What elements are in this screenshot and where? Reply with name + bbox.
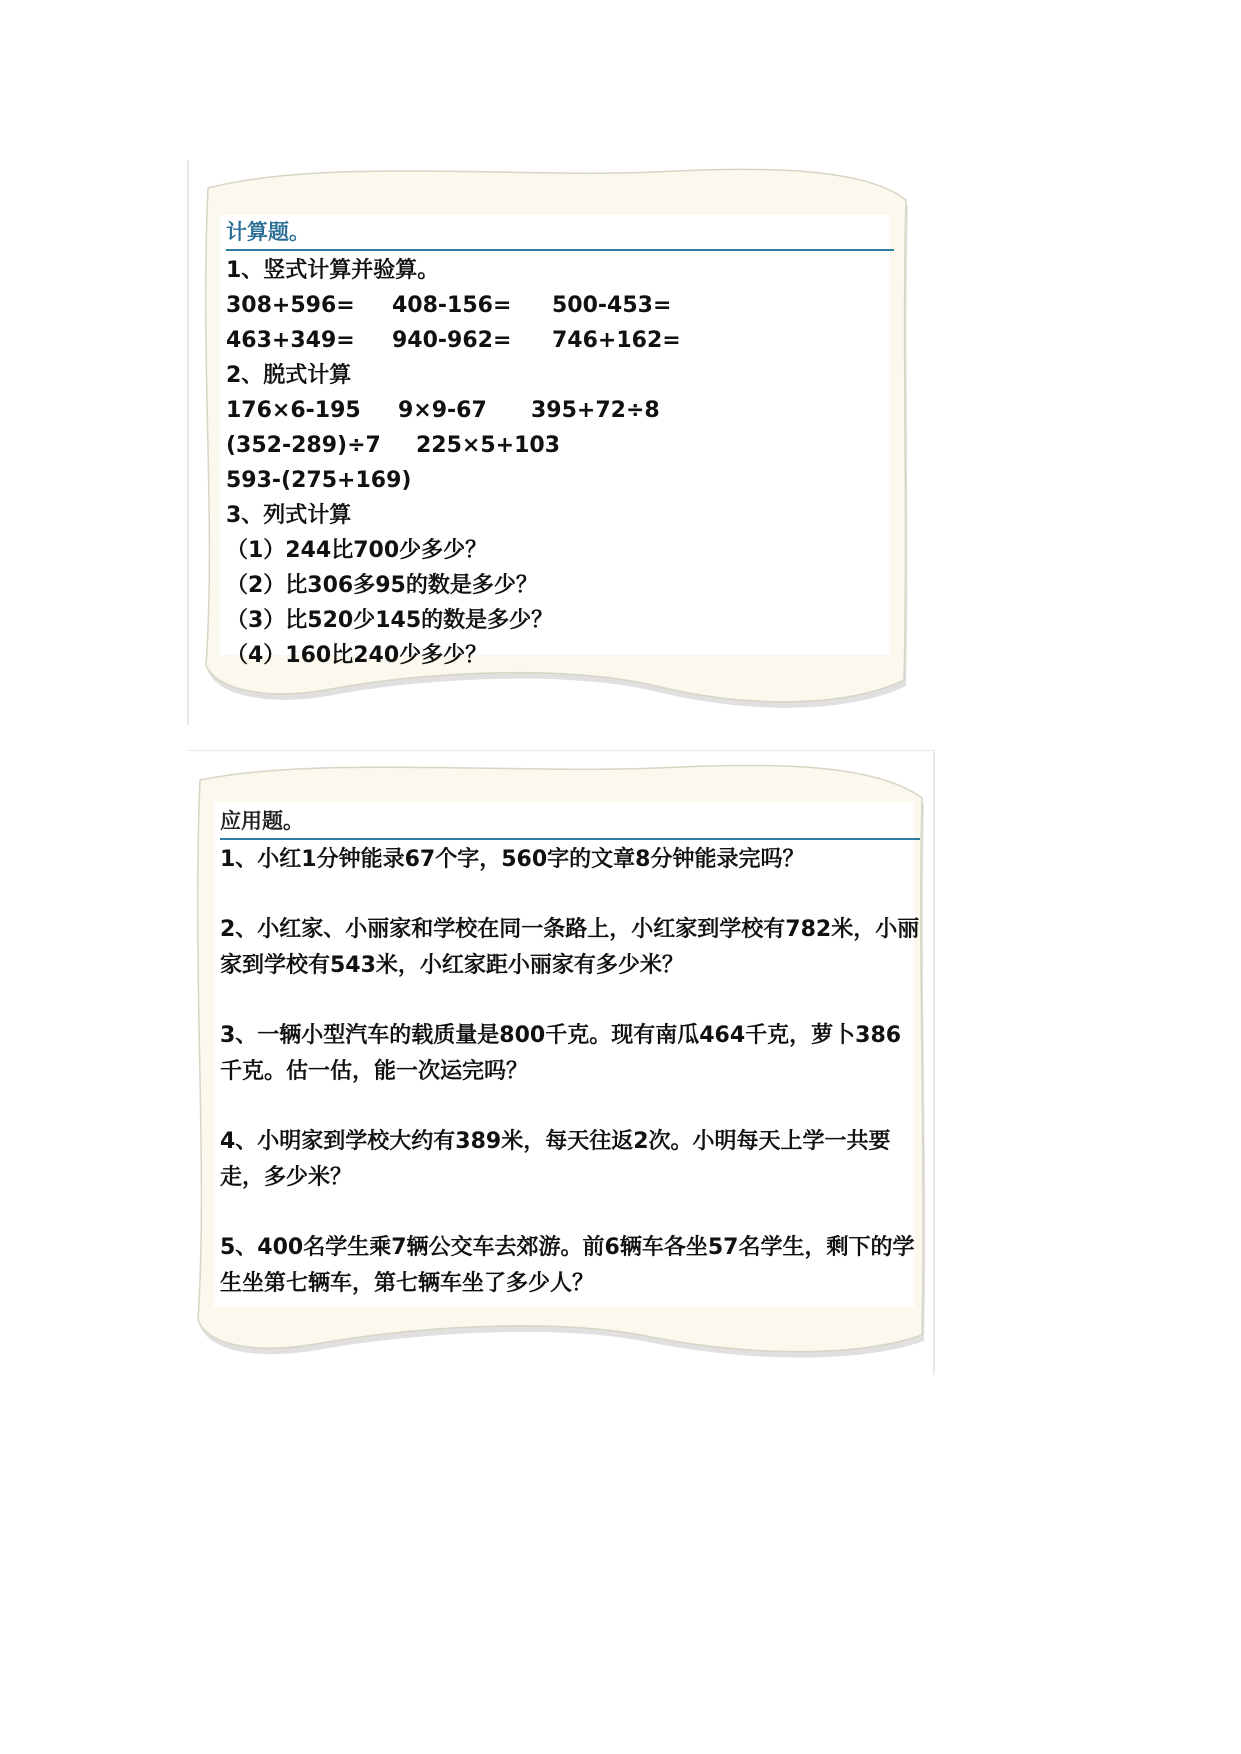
applied-heading: 应用题。: [220, 806, 920, 840]
expression: 9×9-67: [398, 398, 487, 423]
equation-item: （3）比520少145的数是多少？: [226, 608, 554, 633]
word-problem: 1、小红1分钟能录67个字，560字的文章8分钟能录完吗？: [220, 847, 805, 872]
expression: 408-156=: [392, 293, 512, 318]
word-problem: 3、一辆小型汽车的载质量是800千克。现有南瓜464千克，萝卜386千克。估一估，能一次运完吗？: [220, 1023, 902, 1084]
applied-card: [186, 750, 936, 1380]
vertical-calc-row: [226, 288, 894, 323]
vertical-calc-title: 1、竖式计算并验算。: [226, 258, 440, 283]
expression: 746+162=: [552, 328, 681, 353]
equation-item: （1）244比700少多少？: [226, 538, 488, 563]
expression: 308+596=: [226, 293, 355, 318]
mixed-calc-title: 2、脱式计算: [226, 363, 352, 388]
equation-title: 3、列式计算: [226, 503, 352, 528]
expression: 593-(275+169): [226, 468, 412, 493]
equation-item: （2）比306多95的数是多少？: [226, 573, 538, 598]
word-problem: 4、小明家到学校大约有389米，每天往返2次。小明每天上学一共要走，多少米？: [220, 1129, 891, 1190]
mixed-calc-row: [226, 428, 894, 463]
mixed-calc-row: [226, 393, 894, 428]
expression: 176×6-195: [226, 398, 361, 423]
expression: 940-962=: [392, 328, 512, 353]
expression: 463+349=: [226, 328, 355, 353]
vertical-calc-row: [226, 323, 894, 358]
expression: 225×5+103: [416, 433, 561, 458]
equation-item: （4）160比240少多少？: [226, 643, 488, 668]
expression: 395+72÷8: [531, 398, 660, 423]
mixed-calc-row: [226, 463, 894, 498]
expression: 500-453=: [552, 293, 672, 318]
word-problem: 5、400名学生乘7辆公交车去郊游。前6辆车各坐57名学生，剩下的学生坐第七辆车，第七辆车坐了多少人？: [220, 1235, 915, 1296]
calc-card: [186, 160, 916, 730]
calc-heading: 计算题。: [226, 217, 894, 251]
word-problem: 2、小红家、小丽家和学校在同一条路上，小红家到学校有782米，小丽家到学校有543米，小红家距小丽家有多少米？: [220, 917, 920, 978]
expression: (352-289)÷7: [226, 433, 381, 458]
